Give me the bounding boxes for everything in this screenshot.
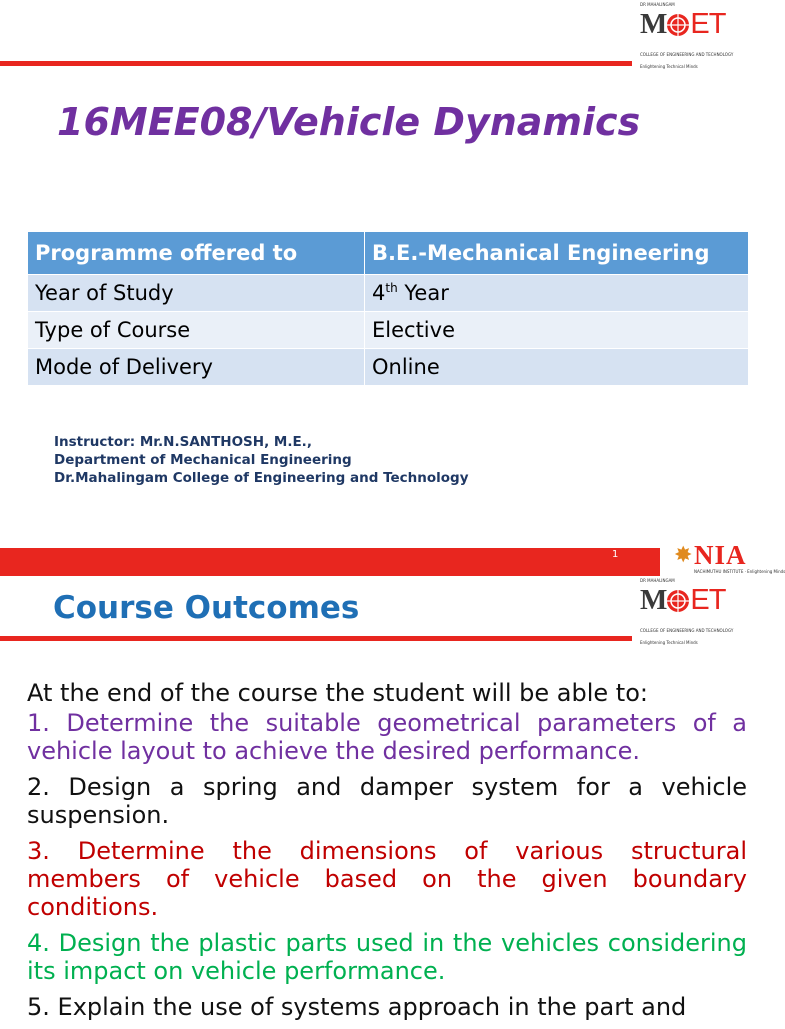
outcomes-intro: At the end of the course the student will be able to: (27, 679, 648, 707)
outcome-item: 4. Design the plastic parts used in the vehicles considering its impact on vehicle performance. (27, 929, 747, 985)
logo-tagline: Enlightening Technical Minds (640, 640, 698, 645)
table-row (28, 312, 749, 349)
header-rule (0, 636, 632, 641)
table-cell-label: Year of Study (28, 275, 365, 312)
sun-icon: ✸ (674, 543, 693, 568)
header-rule (0, 61, 632, 66)
logo-et: ET (690, 584, 726, 616)
outcome-item: 2. Design a spring and damper system for a vehicle suspension. (27, 773, 747, 829)
footer-bar (0, 548, 660, 576)
course-title: 16MEE08/Vehicle Dynamics (57, 100, 641, 144)
table-header-row (28, 232, 749, 275)
mcet-logo (640, 578, 752, 648)
nia-subtext: NACHIMUTHU INSTITUTE · Enlightening Minds (694, 569, 785, 574)
page-number: 1 (612, 549, 619, 560)
instructor-block (54, 433, 469, 487)
logo-tagline: Enlightening Technical Minds (640, 64, 698, 69)
globe-icon (666, 589, 690, 613)
course-outcomes-slide (0, 576, 768, 1024)
table-cell-value: Elective (365, 312, 749, 349)
logo-et: ET (690, 8, 726, 40)
table-cell-value (365, 275, 749, 312)
outcome-item: 5. Explain the use of systems approach in the part and (27, 993, 687, 1021)
outcome-item: 3. Determine the dimensions of various structural members of vehicle based on the given boundary conditions. (27, 837, 747, 921)
table-row (28, 349, 749, 386)
logo-top-text: DR MAHALINGAM (640, 2, 675, 7)
instructor-name: Instructor: Mr.N.SANTHOSH, M.E., (54, 434, 312, 450)
slide-heading: Course Outcomes (53, 590, 360, 626)
table-cell-label: Type of Course (28, 312, 365, 349)
year-number: 4 (372, 281, 386, 305)
mcet-logo (640, 2, 752, 72)
logo-college-text: COLLEGE OF ENGINEERING AND TECHNOLOGY (640, 52, 734, 57)
table-header-cell: B.E.-Mechanical Engineering (365, 232, 749, 275)
logo-college-text: COLLEGE OF ENGINEERING AND TECHNOLOGY (640, 628, 734, 633)
table-row (28, 275, 749, 312)
logo-top-text: DR MAHALINGAM (640, 578, 675, 583)
globe-icon (666, 13, 690, 37)
table-cell-label: Mode of Delivery (28, 349, 365, 386)
logo-m: M (640, 584, 667, 616)
outcome-item: 1. Determine the suitable geometrical parameters of a vehicle layout to achieve the desired performance. (27, 709, 747, 765)
instructor-department: Department of Mechanical Engineering (54, 452, 352, 468)
year-suffix-sup: th (385, 281, 398, 295)
nia-wordmark: NIA (694, 540, 747, 570)
nia-logo (672, 540, 785, 576)
outcomes-body (27, 679, 747, 1029)
year-word: Year (397, 281, 449, 305)
table-header-cell: Programme offered to (28, 232, 365, 275)
table-cell-value: Online (365, 349, 749, 386)
logo-m: M (640, 8, 667, 40)
course-info-table (27, 231, 749, 386)
instructor-college: Dr.Mahalingam College of Engineering and Technology (54, 470, 469, 486)
